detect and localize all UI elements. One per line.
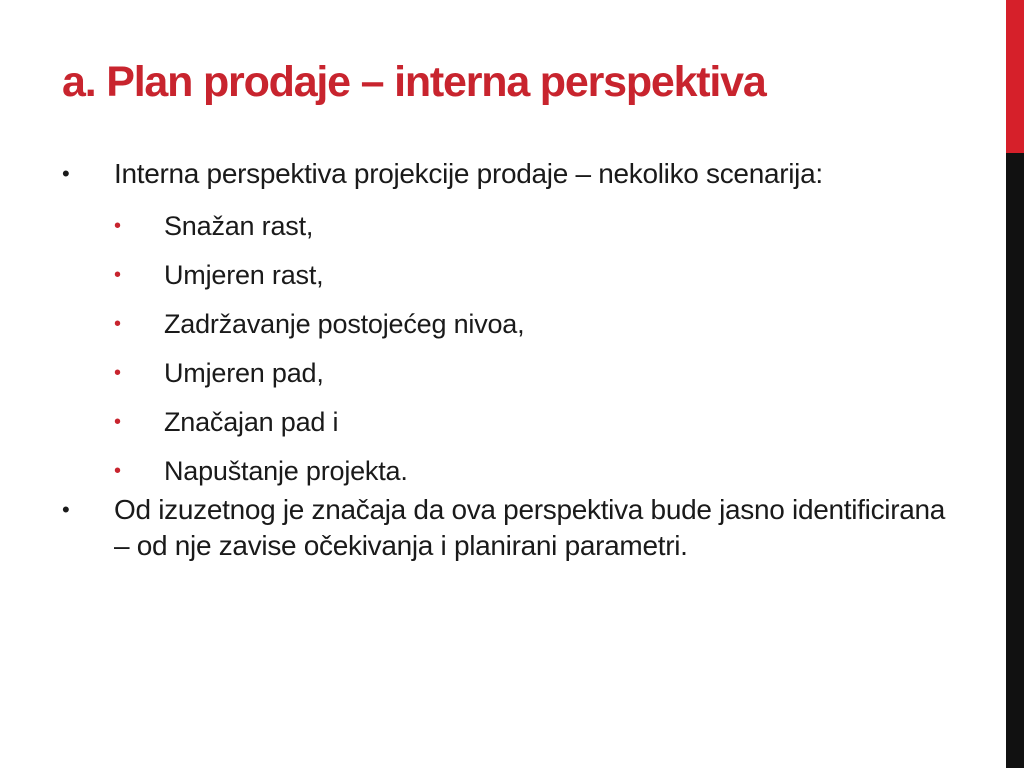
sub-bullet-text: Napuštanje projekta.	[164, 456, 408, 486]
sub-bullet-item	[114, 447, 962, 496]
bullet-item	[62, 492, 962, 564]
bullet-dot-icon: •	[62, 161, 70, 186]
accent-bar-black	[1006, 153, 1024, 768]
bullet-text: Od izuzetnog je značaja da ova perspektiva bude jasno identificirana – od nje zavise očekivanja i planirani parametri.	[114, 494, 946, 561]
slide-title: a. Plan prodaje – interna perspektiva	[62, 58, 766, 106]
sub-bullet-item	[114, 251, 962, 300]
sub-bullet-text: Značajan pad i	[164, 407, 339, 437]
sub-bullet-dot-icon: •	[114, 264, 121, 286]
sub-bullet-dot-icon: •	[114, 460, 121, 482]
bullet-dot-icon: •	[62, 497, 70, 522]
sub-bullet-item	[114, 300, 962, 349]
sub-bullet-dot-icon: •	[114, 313, 121, 335]
sub-bullet-text: Umjeren pad,	[164, 358, 324, 388]
bullet-text: Interna perspektiva projekcije prodaje – nekoliko scenarija:	[114, 158, 823, 189]
sub-bullet-dot-icon: •	[114, 215, 121, 237]
sub-bullet-list	[114, 202, 962, 496]
sub-bullet-item	[114, 349, 962, 398]
sub-bullet-dot-icon: •	[114, 411, 121, 433]
sub-bullet-item	[114, 202, 962, 251]
accent-bar-red	[1006, 0, 1024, 153]
sub-bullet-text: Snažan rast,	[164, 211, 314, 241]
bullet-list	[62, 156, 962, 564]
bullet-item	[62, 156, 962, 496]
sub-bullet-text: Zadržavanje postojećeg nivoa,	[164, 309, 525, 339]
sub-bullet-dot-icon: •	[114, 362, 121, 384]
sub-bullet-item	[114, 398, 962, 447]
sub-bullet-text: Umjeren rast,	[164, 260, 324, 290]
